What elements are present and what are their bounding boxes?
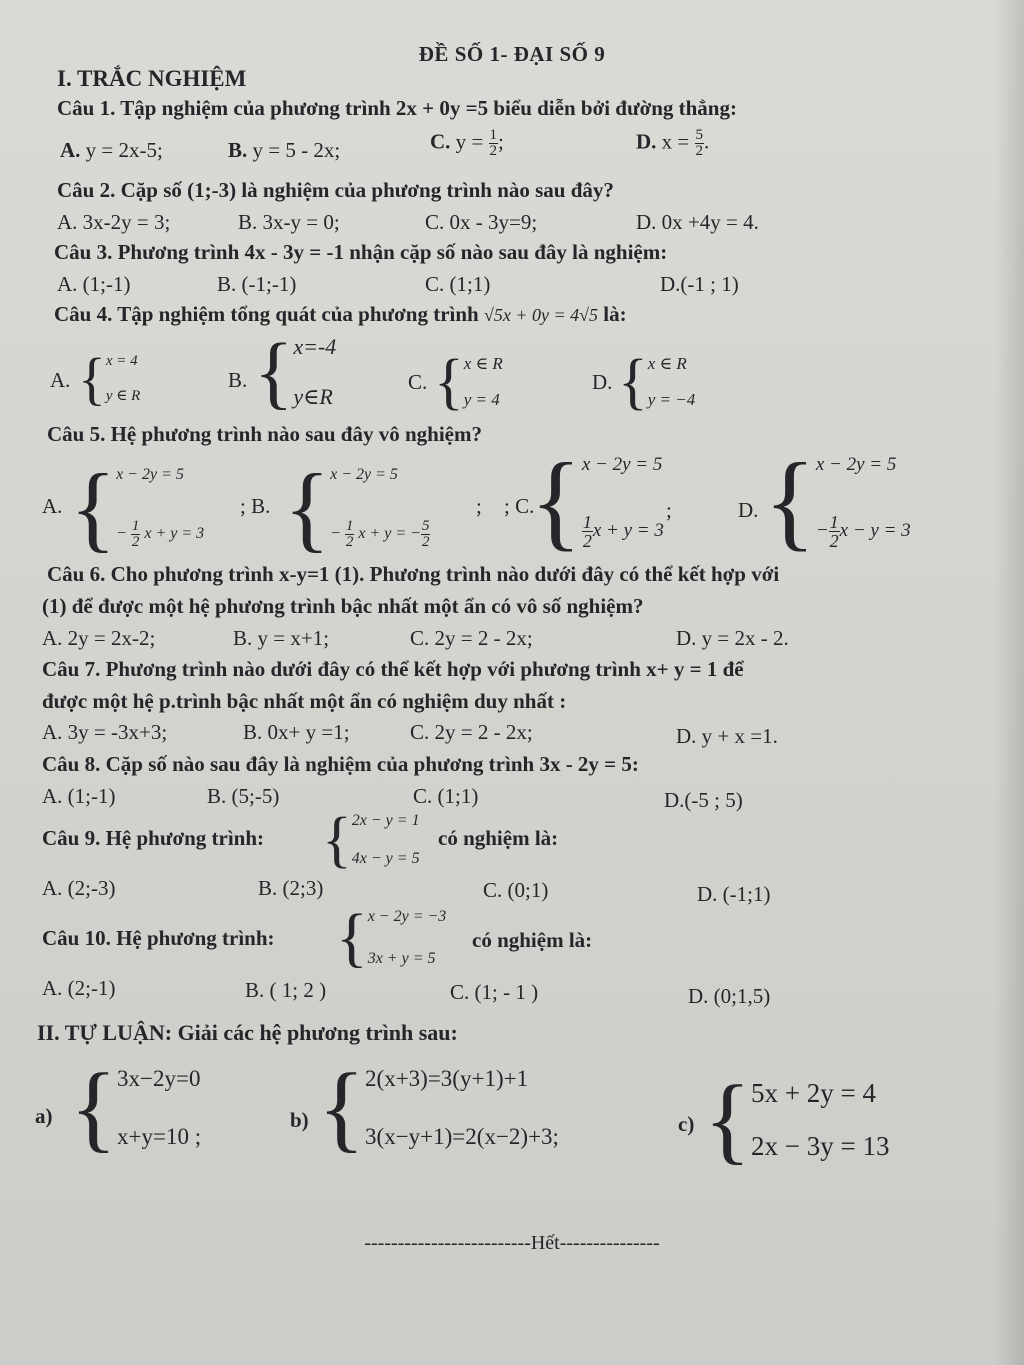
brace-icon: {	[70, 454, 117, 561]
q6-option-a: A. 2y = 2x-2;	[42, 626, 156, 650]
q5-option-b-label: ; B.	[240, 494, 271, 518]
q7-option-d: D. y + x =1.	[676, 724, 778, 748]
q3-option-c: C. (1;1)	[425, 272, 491, 296]
section-essay: II. TỰ LUẬN: Giải các hệ phương trình sau:	[37, 1020, 458, 1045]
brace-icon: {	[318, 1054, 366, 1162]
q5-option-a-label: A.	[42, 494, 63, 518]
exam-title: ĐỀ SỐ 1- ĐẠI SỐ 9	[418, 42, 606, 66]
q5-option-d-label: D.	[738, 498, 759, 522]
q5-option-d-system: { x − 2y = 5 − $\frac{1}{2}$ x − y = 3	[764, 442, 911, 561]
q5-option-b-system: { x − 2y = 5 − $\frac{1}{2}$ x + y = − $\frac{5}{2}$	[284, 454, 430, 561]
brace-icon: {	[764, 442, 816, 561]
q6-option-b: B. y = x+1;	[233, 626, 330, 650]
question-9-end: có nghiệm là:	[438, 826, 559, 850]
essay-b-label: b)	[290, 1108, 309, 1132]
q9-system: { 2x − y = 1 4x − y = 5	[322, 806, 420, 874]
essay-c-system: { 5x + 2y = 4 2x − 3y = 13	[704, 1066, 890, 1174]
essay-c-label: c)	[678, 1112, 695, 1136]
q8-option-a: A. (1;-1)	[42, 784, 116, 808]
brace-icon: {	[434, 348, 464, 416]
q4-option-b-system: { x=-4 y∈R	[254, 326, 337, 417]
q5-option-a-system: { x − 2y = 5 − $\frac{1}{2}$ x + y = 3	[70, 454, 205, 561]
q6-option-d: D. y = 2x - 2.	[676, 626, 789, 650]
q5-separator-c: ;	[666, 498, 672, 522]
question-9: Câu 9. Hệ phương trình:	[42, 826, 265, 850]
q2-option-a: A. 3x-2y = 3;	[57, 210, 171, 234]
question-10-end: có nghiệm là:	[472, 928, 593, 952]
q8-option-b: B. (5;-5)	[207, 784, 280, 808]
brace-icon: {	[618, 348, 648, 416]
q4-option-c-label: C.	[408, 370, 428, 394]
q10-system: { x − 2y = −3 3x + y = 5	[336, 901, 447, 974]
q5-option-c-label: ; C.	[504, 494, 535, 518]
brace-icon: {	[70, 1054, 118, 1162]
q4-option-a-system: { x = 4 y ∈ R	[78, 346, 141, 411]
q9-option-d: D. (-1;1)	[697, 882, 771, 906]
essay-a-label: a)	[35, 1104, 53, 1128]
q4-option-d-label: D.	[592, 370, 613, 394]
question-4: Câu 4. Tập nghiệm tổng quát của phương trình √5x + 0y = 4√5 là:	[54, 302, 627, 326]
essay-a-system: { 3x−2y=0 x+y=10 ;	[70, 1054, 202, 1162]
brace-icon: {	[254, 326, 294, 417]
q5-option-c-system: { x − 2y = 5 $\frac{1}{2}$ x + y = 3	[530, 442, 664, 561]
question-3: Câu 3. Phương trình 4x - 3y = -1 nhận cặp số nào sau đây là nghiệm:	[54, 240, 668, 264]
brace-icon: {	[78, 346, 106, 411]
q2-option-c: C. 0x - 3y=9;	[425, 210, 538, 234]
question-7-line-2: được một hệ p.trình bậc nhất một ẩn có nghiệm duy nhất :	[42, 689, 567, 713]
question-1: Câu 1. Tập nghiệm của phương trình 2x + 0y =5 biểu diễn bởi đường thẳng:	[57, 96, 737, 120]
q1-option-a: A. y = 2x-5;	[60, 138, 163, 162]
q9-option-b: B. (2;3)	[258, 876, 324, 900]
brace-icon: {	[284, 454, 331, 561]
question-10: Câu 10. Hệ phương trình:	[42, 926, 275, 950]
end-marker: -------------------------Hết---------------	[364, 1232, 660, 1254]
q7-option-a: A. 3y = -3x+3;	[42, 720, 168, 744]
question-6-line-1: Câu 6. Cho phương trình x-y=1 (1). Phương trình nào dưới đây có thể kết hợp với	[47, 562, 780, 586]
q1-option-c: C. y = $\frac{1}{2}$ ;	[430, 127, 504, 159]
brace-icon: {	[336, 901, 368, 974]
q9-option-a: A. (2;-3)	[42, 876, 116, 900]
q8-option-c: C. (1;1)	[413, 784, 479, 808]
question-8: Câu 8. Cặp số nào sau đây là nghiệm của phương trình 3x - 2y = 5:	[42, 752, 639, 776]
q4-option-d-system: { x ∈ R y = −4	[618, 348, 696, 416]
q1-option-b: B. y = 5 - 2x;	[228, 138, 341, 162]
q1-option-d: D. x = $\frac{5}{2}$ .	[636, 127, 710, 159]
q10-option-c: C. (1; - 1 )	[450, 980, 539, 1004]
paper-shadow	[994, 0, 1024, 1365]
question-6-line-2: (1) để được một hệ phương trình bậc nhất một ẩn có vô số nghiệm?	[42, 594, 644, 618]
brace-icon: {	[530, 442, 582, 561]
q10-option-b: B. ( 1; 2 )	[245, 978, 327, 1002]
q7-option-b: B. 0x+ y =1;	[243, 720, 350, 744]
essay-b-system: { 2(x+3)=3(y+1)+1 3(x−y+1)=2(x−2)+3;	[318, 1054, 559, 1162]
brace-icon: {	[322, 806, 352, 874]
question-2: Câu 2. Cặp số (1;-3) là nghiệm của phương trình nào sau đây?	[57, 178, 614, 202]
q2-option-d: D. 0x +4y = 4.	[636, 210, 759, 234]
q2-option-b: B. 3x-y = 0;	[238, 210, 340, 234]
brace-icon: {	[704, 1066, 752, 1174]
q3-option-d: D.(-1 ; 1)	[660, 272, 739, 296]
question-5: Câu 5. Hệ phương trình nào sau đây vô nghiệm?	[47, 422, 482, 446]
q4-option-b-label: B.	[228, 368, 248, 392]
q7-option-c: C. 2y = 2 - 2x;	[410, 720, 533, 744]
section-multiple-choice: I. TRẮC NGHIỆM	[57, 66, 247, 91]
q3-option-b: B. (-1;-1)	[217, 272, 297, 296]
question-7-line-1: Câu 7. Phương trình nào dưới đây có thể kết hợp với phương trình x+ y = 1 để	[42, 657, 744, 681]
q10-option-a: A. (2;-1)	[42, 976, 116, 1000]
q10-option-d: D. (0;1,5)	[688, 984, 771, 1008]
q3-option-a: A. (1;-1)	[57, 272, 131, 296]
q4-option-a-label: A.	[50, 368, 71, 392]
q9-option-c: C. (0;1)	[483, 878, 549, 902]
q8-option-d: D.(-5 ; 5)	[664, 788, 743, 812]
q6-option-c: C. 2y = 2 - 2x;	[410, 626, 533, 650]
q5-separator-b: ;	[476, 494, 482, 518]
q4-option-c-system: { x ∈ R y = 4	[434, 348, 503, 416]
